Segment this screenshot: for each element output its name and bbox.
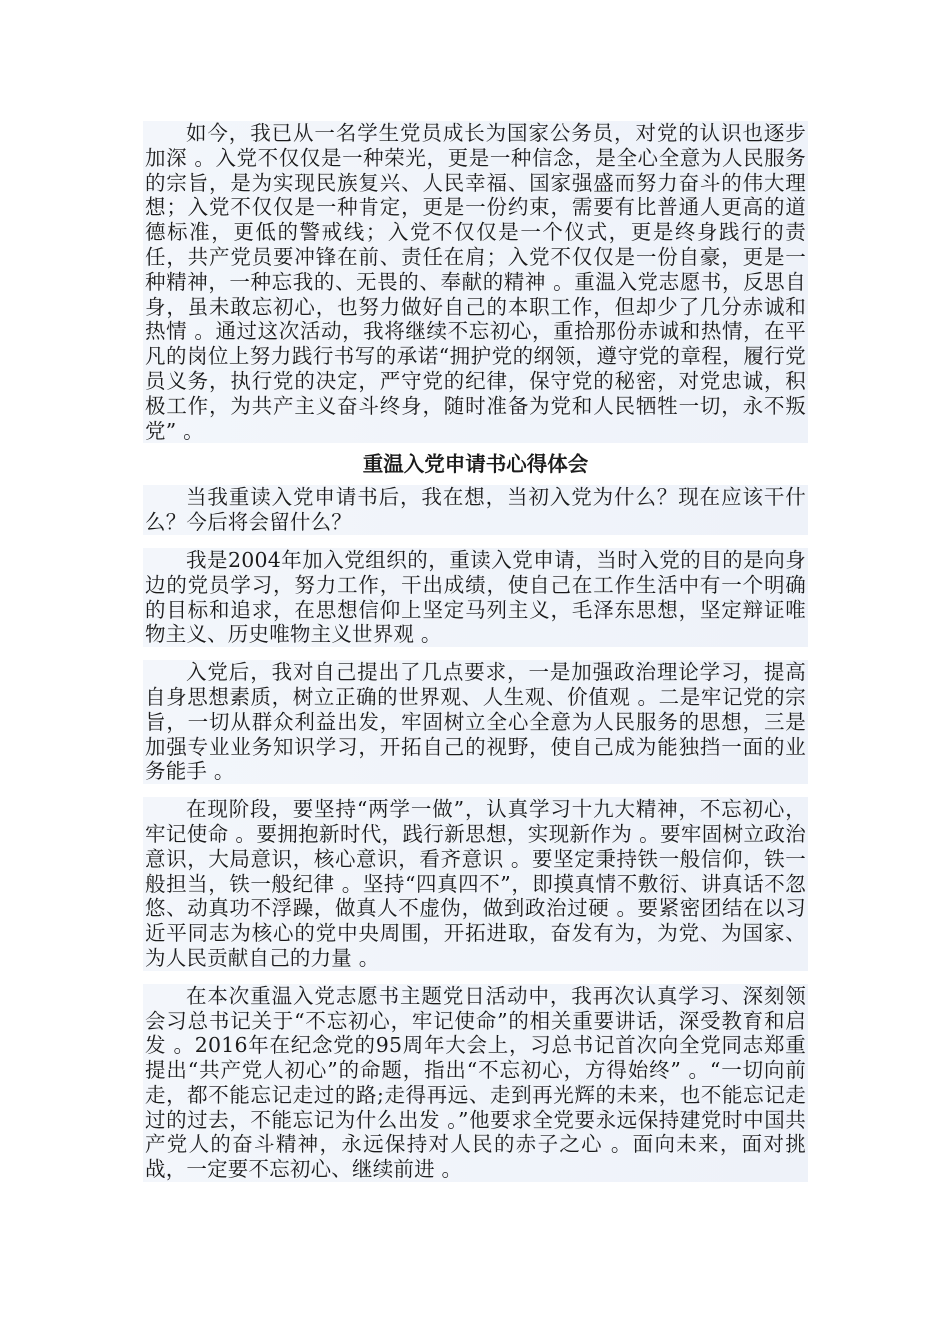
- document-body: [143, 121, 808, 1195]
- body-paragraph: 当我重读入党申请书后，我在想，当初入党为什么？现在应该干什么？今后将会留什么？: [145, 485, 806, 535]
- section-heading: 重温入党申请书心得体会: [362, 452, 589, 477]
- intro-paragraph: 如今，我已从一名学生党员成长为国家公务员，对党的认识也逐步加深 。入党不仅仅是一种荣光，更是一种信念，是全心全意为人民服务的宗旨，是为实现民族复兴、人民幸福、国家强盛而努力奋斗的伟大理想；入党不仅仅是一种肯定，更是一份约束，需要有比普通人更高的道德标准，更低的警戒线；入党不仅仅是一个仪式，更是终身践行的责任，共产党员要冲锋在前、责任在肩；入党不仅仅是一份自豪，更是一种精神，一种忘我的、无畏的、奉献的精神 。重温入党志愿书，反思自身，虽未敢忘初心，也努力做好自己的本职工作，但却少了几分赤诚和热情 。通过这次活动，我将继续不忘初心，重拾那份赤诚和热情，在平凡的岗位上努力践行书写的承诺“拥护党的纲领，遵守党的章程，履行党员义务，执行党的决定，严守党的纪律，保守党的秘密，对党忠诚，积极工作，为共产主义奋斗终身，随时准备为党和人民牺牲一切，永不叛党” 。: [145, 121, 806, 443]
- body-paragraph: 在现阶段，要坚持“两学一做”，认真学习十九大精神，不忘初心，牢记使命 。要拥抱新时代，践行新思想，实现新作为 。要牢固树立政治意识，大局意识，核心意识，看齐意识 。要坚定秉持铁一般信仰，铁一般担当，铁一般纪律 。坚持“四真四不”，即摸真情不敷衍、讲真话不忽悠、动真功不浮躁，做真人不虚伪，做到政治过硬 。要紧密团结在以习近平同志为核心的党中央周围，开拓进取，奋发有为，为党、为国家、为人民贡献自己的力量 。: [145, 797, 806, 970]
- body-paragraph: 我是2004年加入党组织的，重读入党申请，当时入党的目的是向身边的党员学习，努力工作，干出成绩，使自己在工作生活中有一个明确的目标和追求，在思想信仰上坚定马列主义，毛泽东思想，坚定辩证唯物主义、历史唯物主义世界观 。: [145, 547, 806, 647]
- body-paragraph: 入党后，我对自己提出了几点要求，一是加强政治理论学习，提高自身思想素质，树立正确的世界观、人生观、价值观 。二是牢记党的宗旨，一切从群众利益出发，牢固树立全心全意为人民服务的思想，三是加强专业业务知识学习，开拓自己的视野，使自己成为能独挡一面的业务能手 。: [145, 660, 806, 784]
- body-paragraph: 在本次重温入党志愿书主题党日活动中，我再次认真学习、深刻领会习总书记关于“不忘初心，牢记使命”的相关重要讲话，深受教育和启发 。2016年在纪念党的95周年大会上，习总书记首次向全党同志郑重提出“共产党人初心”的命题，指出“不忘初心，方得始终” 。“一切向前走，都不能忘记走过的路;走得再远、走到再光辉的未来，也不能忘记走过的过去，不能忘记为什么出发 。”他要求全党要永远保持建党时中国共产党人的奋斗精神，永远保持对人民的赤子之心 。面向未来，面对挑战，一定要不忘初心、继续前进 。: [145, 983, 806, 1182]
